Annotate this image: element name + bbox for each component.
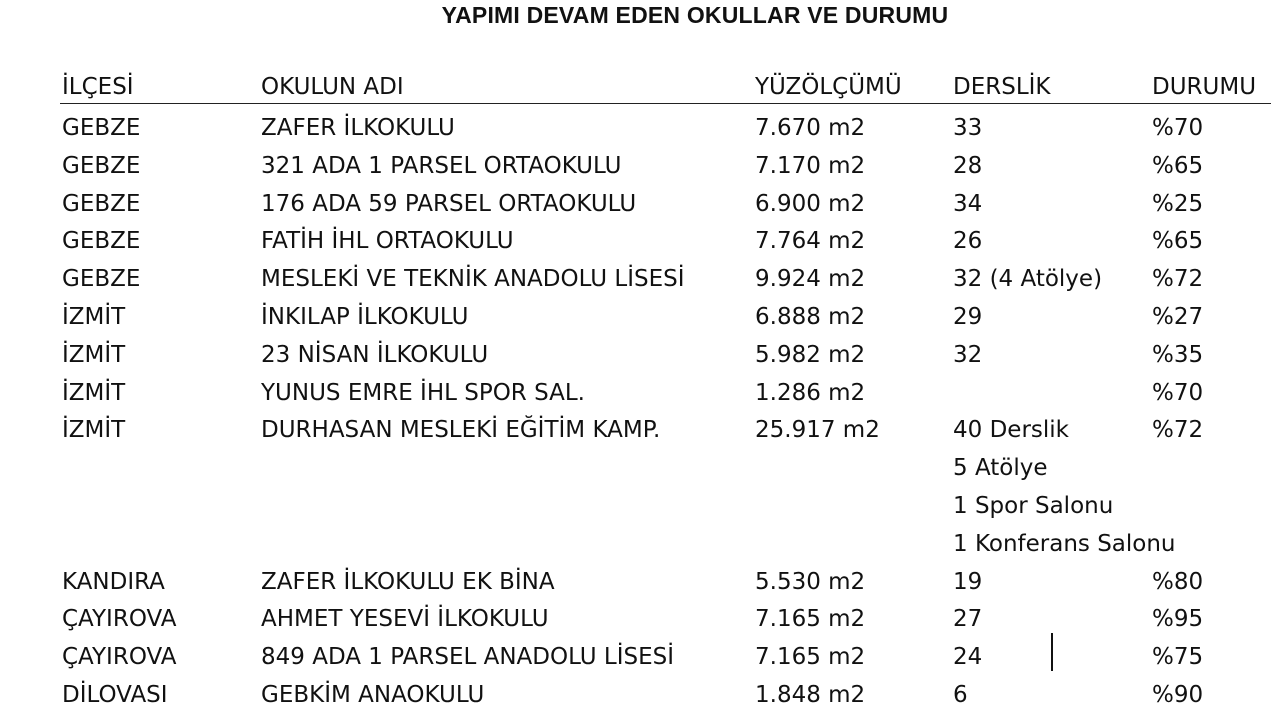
header-okul: OKULUN ADI bbox=[261, 74, 404, 100]
cell-ilce: İZMİT bbox=[62, 417, 126, 444]
derslik-line: 32 (4 Atölye) bbox=[953, 266, 1103, 293]
cell-durum: %35 bbox=[1152, 341, 1204, 368]
cell-yuzolcumu: 7.764 m2 bbox=[755, 228, 866, 255]
cell-ilce: İZMİT bbox=[62, 379, 126, 406]
table-row bbox=[0, 601, 1280, 639]
cell-okul: DURHASAN MESLEKİ EĞİTİM KAMP. bbox=[261, 417, 661, 444]
derslik-line: 28 bbox=[953, 152, 983, 179]
table-row bbox=[0, 412, 1280, 563]
derslik-line: 1 Konferans Salonu bbox=[953, 530, 1176, 557]
table-row bbox=[0, 677, 1280, 715]
cell-ilce: GEBZE bbox=[62, 152, 141, 179]
cell-okul: AHMET YESEVİ İLKOKULU bbox=[261, 606, 549, 633]
derslik-line: 34 bbox=[953, 190, 983, 217]
header-underline bbox=[60, 103, 1271, 104]
cell-yuzolcumu: 9.924 m2 bbox=[755, 266, 866, 293]
derslik-line: 32 bbox=[953, 341, 983, 368]
cell-yuzolcumu: 7.170 m2 bbox=[755, 152, 866, 179]
cell-durum: %72 bbox=[1152, 417, 1204, 444]
cell-derslik bbox=[953, 677, 968, 715]
header-yuzolcumu: YÜZÖLÇÜMÜ bbox=[755, 74, 902, 100]
table-row bbox=[0, 564, 1280, 602]
cell-okul: İNKILAP İLKOKULU bbox=[261, 303, 469, 330]
cell-ilce: KANDIRA bbox=[62, 568, 165, 595]
derslik-line: 1 Spor Salonu bbox=[953, 492, 1114, 519]
cell-yuzolcumu: 25.917 m2 bbox=[755, 417, 880, 444]
derslik-line: 27 bbox=[953, 606, 983, 633]
table-body bbox=[0, 110, 1280, 715]
cell-okul: ZAFER İLKOKULU bbox=[261, 115, 455, 141]
cell-derslik bbox=[953, 639, 982, 677]
cell-yuzolcumu: 1.848 m2 bbox=[755, 681, 866, 708]
cell-ilce: İZMİT bbox=[62, 341, 126, 368]
derslik-line: 24 bbox=[953, 644, 983, 671]
cell-derslik bbox=[953, 601, 982, 639]
cell-durum: %95 bbox=[1152, 606, 1204, 633]
cell-durum: %25 bbox=[1152, 190, 1204, 217]
cell-okul: YUNUS EMRE İHL SPOR SAL. bbox=[261, 379, 585, 406]
cell-derslik bbox=[953, 412, 1176, 563]
cell-okul: GEBKİM ANAOKULU bbox=[261, 681, 485, 708]
cell-yuzolcumu: 7.165 m2 bbox=[755, 606, 866, 633]
derslik-line bbox=[953, 375, 960, 413]
cell-derslik bbox=[953, 299, 982, 337]
header-ilce: İLÇESİ bbox=[62, 74, 134, 100]
cell-okul: 849 ADA 1 PARSEL ANADOLU LİSESİ bbox=[261, 644, 675, 671]
cell-ilce: İZMİT bbox=[62, 303, 126, 330]
cell-yuzolcumu: 5.530 m2 bbox=[755, 568, 866, 595]
cell-derslik bbox=[953, 261, 1102, 299]
text-cursor bbox=[1051, 633, 1053, 671]
derslik-line: 5 Atölye bbox=[953, 455, 1048, 482]
cell-derslik bbox=[953, 337, 982, 375]
cell-okul: 176 ADA 59 PARSEL ORTAOKULU bbox=[261, 190, 637, 217]
derslik-line: 40 Derslik bbox=[953, 417, 1069, 444]
table-row bbox=[0, 186, 1280, 224]
cell-derslik bbox=[953, 148, 982, 186]
table-row bbox=[0, 110, 1280, 148]
cell-okul: ZAFER İLKOKULU EK BİNA bbox=[261, 568, 555, 595]
cell-durum: %65 bbox=[1152, 152, 1204, 179]
cell-yuzolcumu: 6.900 m2 bbox=[755, 190, 866, 217]
header-durum: DURUMU bbox=[1152, 74, 1257, 100]
derslik-line: 19 bbox=[953, 568, 983, 595]
cell-yuzolcumu: 7.165 m2 bbox=[755, 644, 866, 671]
table-row bbox=[0, 223, 1280, 261]
cell-ilce: ÇAYIROVA bbox=[62, 644, 177, 671]
cell-ilce: GEBZE bbox=[62, 266, 141, 293]
cell-okul: 23 NİSAN İLKOKULU bbox=[261, 341, 489, 368]
cell-ilce: GEBZE bbox=[62, 115, 141, 141]
cell-durum: %90 bbox=[1152, 681, 1204, 708]
table-row bbox=[0, 299, 1280, 337]
cell-okul: 321 ADA 1 PARSEL ORTAOKULU bbox=[261, 152, 622, 179]
header-derslik: DERSLİK bbox=[953, 74, 1051, 100]
cell-derslik bbox=[953, 110, 982, 148]
cell-durum: %70 bbox=[1152, 379, 1204, 406]
page-title: YAPIMI DEVAM EDEN OKULLAR VE DURUMU bbox=[441, 2, 949, 28]
cell-derslik bbox=[953, 223, 982, 261]
cell-durum: %70 bbox=[1152, 115, 1204, 141]
derslik-line: 26 bbox=[953, 228, 983, 255]
derslik-line: 33 bbox=[953, 115, 983, 141]
table-row bbox=[0, 639, 1280, 677]
cell-ilce: GEBZE bbox=[62, 190, 141, 217]
derslik-line: 29 bbox=[953, 303, 983, 330]
table-row bbox=[0, 148, 1280, 186]
cell-ilce: ÇAYIROVA bbox=[62, 606, 177, 633]
cell-durum: %75 bbox=[1152, 644, 1204, 671]
cell-durum: %65 bbox=[1152, 228, 1204, 255]
cell-yuzolcumu: 5.982 m2 bbox=[755, 341, 866, 368]
cell-durum: %72 bbox=[1152, 266, 1204, 293]
table-row bbox=[0, 261, 1280, 299]
cell-okul: MESLEKİ VE TEKNİK ANADOLU LİSESİ bbox=[261, 266, 685, 293]
cell-ilce: DİLOVASI bbox=[62, 681, 168, 708]
cell-derslik bbox=[953, 375, 960, 413]
cell-yuzolcumu: 1.286 m2 bbox=[755, 379, 866, 406]
cell-okul: FATİH İHL ORTAOKULU bbox=[261, 228, 514, 255]
cell-yuzolcumu: 6.888 m2 bbox=[755, 303, 866, 330]
derslik-line: 6 bbox=[953, 681, 968, 708]
cell-ilce: GEBZE bbox=[62, 228, 141, 255]
cell-yuzolcumu: 7.670 m2 bbox=[755, 115, 866, 141]
cell-durum: %80 bbox=[1152, 568, 1204, 595]
cell-durum: %27 bbox=[1152, 303, 1204, 330]
cell-derslik bbox=[953, 186, 982, 224]
cell-derslik bbox=[953, 564, 982, 602]
table-row bbox=[0, 375, 1280, 413]
table-row bbox=[0, 337, 1280, 375]
table-header bbox=[0, 74, 1280, 104]
